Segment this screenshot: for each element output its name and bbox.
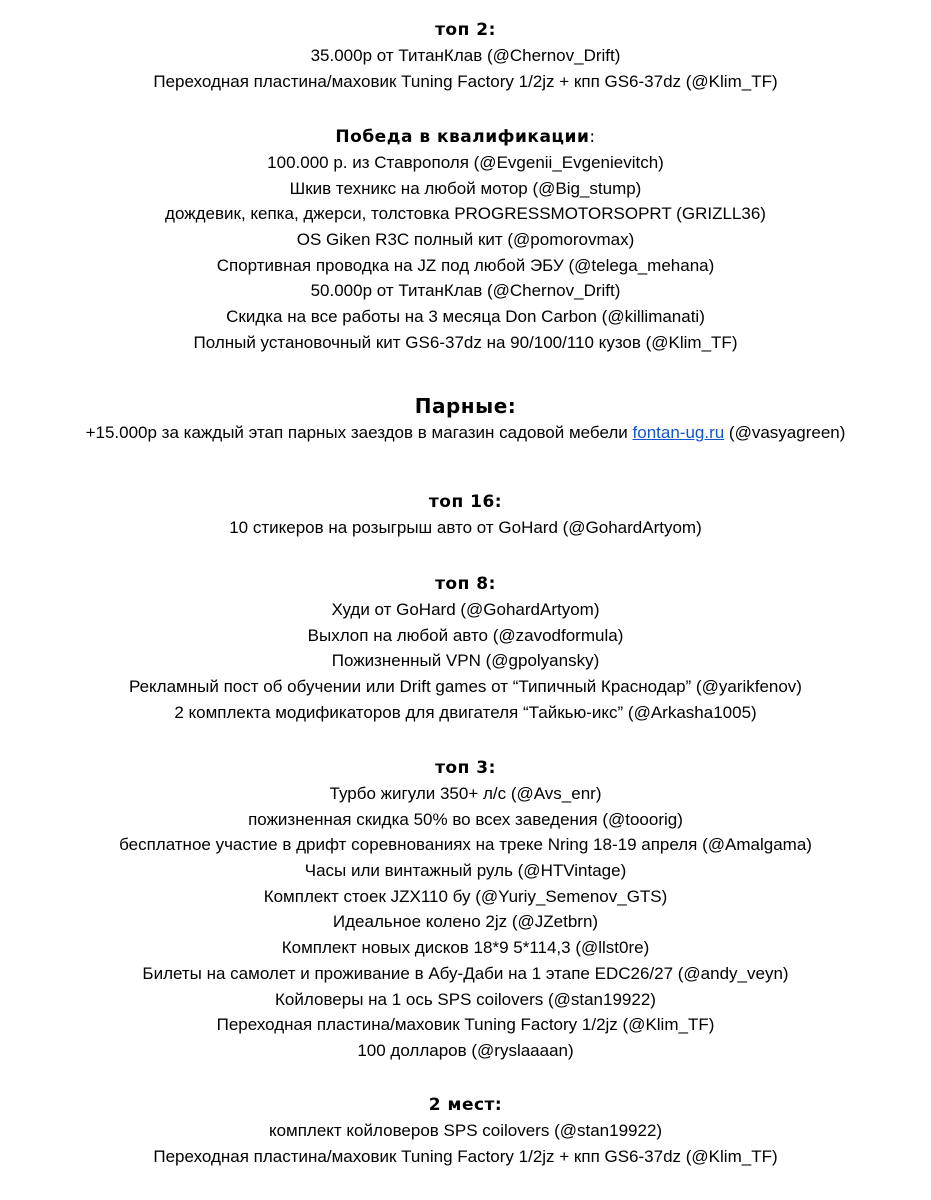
pairs-text-before: +15.000р за каждый этап парных заездов в магазин садовой мебели xyxy=(85,423,633,442)
prize-item: 100 долларов (@ryslaaaan) xyxy=(357,1040,574,1060)
prize-item: 10 стикеров на розыгрыш авто от GoHard (@GohardArtyom) xyxy=(229,518,702,537)
prize-item: 100.000 р. из Ставрополя (@Evgenii_Evgenievitch) xyxy=(267,153,664,172)
prize-item: 2 комплекта модификаторов для двигателя “Тайкью-икс” (@Arkasha1005) xyxy=(174,702,757,722)
prize-item: Выхлоп на любой авто (@zavodformula) xyxy=(307,625,624,645)
prize-item: дождевик, кепка, джерси, толстовка PROGRESSMOTORSOPRT (GRIZLL36) xyxy=(165,204,766,224)
section-heading: 2 мест: xyxy=(428,1095,503,1115)
prize-item: Худи от GoHard (@GohardArtyom) xyxy=(331,600,600,619)
prize-item: Часы или винтажный руль (@HTVintage) xyxy=(304,861,627,881)
prize-item: Переходная пластина/маховик Tuning Factory 1/2jz (@Klim_TF) xyxy=(216,1015,715,1035)
section-heading: топ 16: xyxy=(428,492,503,512)
prize-item: Идеальное колено 2jz (@JZetbrn) xyxy=(332,912,599,932)
section-heading-colon: : xyxy=(589,127,596,147)
section-place2 xyxy=(0,1092,931,1169)
section-heading: топ 2: xyxy=(435,20,496,40)
section-heading xyxy=(0,124,931,150)
prize-item: OS Giken R3C полный кит (@pomorovmax) xyxy=(296,230,635,250)
prize-item: Рекламный пост об обучении или Drift games от “Типичный Краснодар” (@yarikfenov) xyxy=(129,677,802,697)
section-heading: Парные: xyxy=(414,394,517,418)
prize-item: 35.000р от ТитанКлав (@Chernov_Drift) xyxy=(310,46,621,65)
section-pairs xyxy=(0,392,931,446)
prize-item: Скидка на все работы на 3 месяца Don Carbon (@killimanati) xyxy=(226,307,705,327)
prize-item: Полный установочный кит GS6-37dz на 90/100/110 кузов (@Klim_TF) xyxy=(193,332,738,352)
prize-item: Койловеры на 1 ось SPS coilovers (@stan19922) xyxy=(275,989,656,1009)
section-top3 xyxy=(0,755,931,1064)
prize-item: Комплект стоек JZX110 бу (@Yuriy_Semenov_GTS) xyxy=(263,886,668,906)
prize-item: Спортивная проводка на JZ под любой ЭБУ (@telega_mehana) xyxy=(216,255,715,275)
prize-item: пожизненная скидка 50% во всех заведения (@tooorig) xyxy=(248,809,683,829)
section-heading: топ 8: xyxy=(435,574,496,594)
prize-item: 50.000р от ТитанКлав (@Chernov_Drift) xyxy=(310,281,621,301)
prize-item xyxy=(0,420,931,446)
prize-item: Переходная пластина/маховик Tuning Factory 1/2jz + кпп GS6-37dz (@Klim_TF) xyxy=(153,1146,778,1166)
prize-item: Билеты на самолет и проживание в Абу-Даби на 1 этапе EDC26/27 (@andy_veyn) xyxy=(142,963,789,983)
section-top8 xyxy=(0,571,931,725)
section-top16 xyxy=(0,489,931,541)
fontan-link[interactable]: fontan-ug.ru xyxy=(632,423,725,442)
prize-item: Турбо жигули 350+ л/с (@Avs_enr) xyxy=(329,784,602,803)
prize-item: Пожизненный VPN (@gpolyansky) xyxy=(331,651,600,671)
prize-item: комплект койловеров SPS coilovers (@stan19922) xyxy=(268,1121,663,1140)
prize-item: Переходная пластина/маховик Tuning Factory 1/2jz + кпп GS6-37dz (@Klim_TF) xyxy=(153,71,778,91)
prize-item: бесплатное участие в дрифт соревнованиях на треке Nring 18-19 апреля (@Amalgama) xyxy=(119,835,812,855)
prize-item: Комплект новых дисков 18*9 5*114,3 (@llst0re) xyxy=(281,938,650,958)
prize-item: Шкив техникс на любой мотор (@Big_stump) xyxy=(289,178,642,198)
section-heading: топ 3: xyxy=(435,758,496,778)
section-heading-text: Победа в квалификации xyxy=(335,127,590,147)
pairs-text-after: (@vasyagreen) xyxy=(724,423,846,442)
section-qualifying xyxy=(0,124,931,356)
section-top2 xyxy=(0,17,931,94)
